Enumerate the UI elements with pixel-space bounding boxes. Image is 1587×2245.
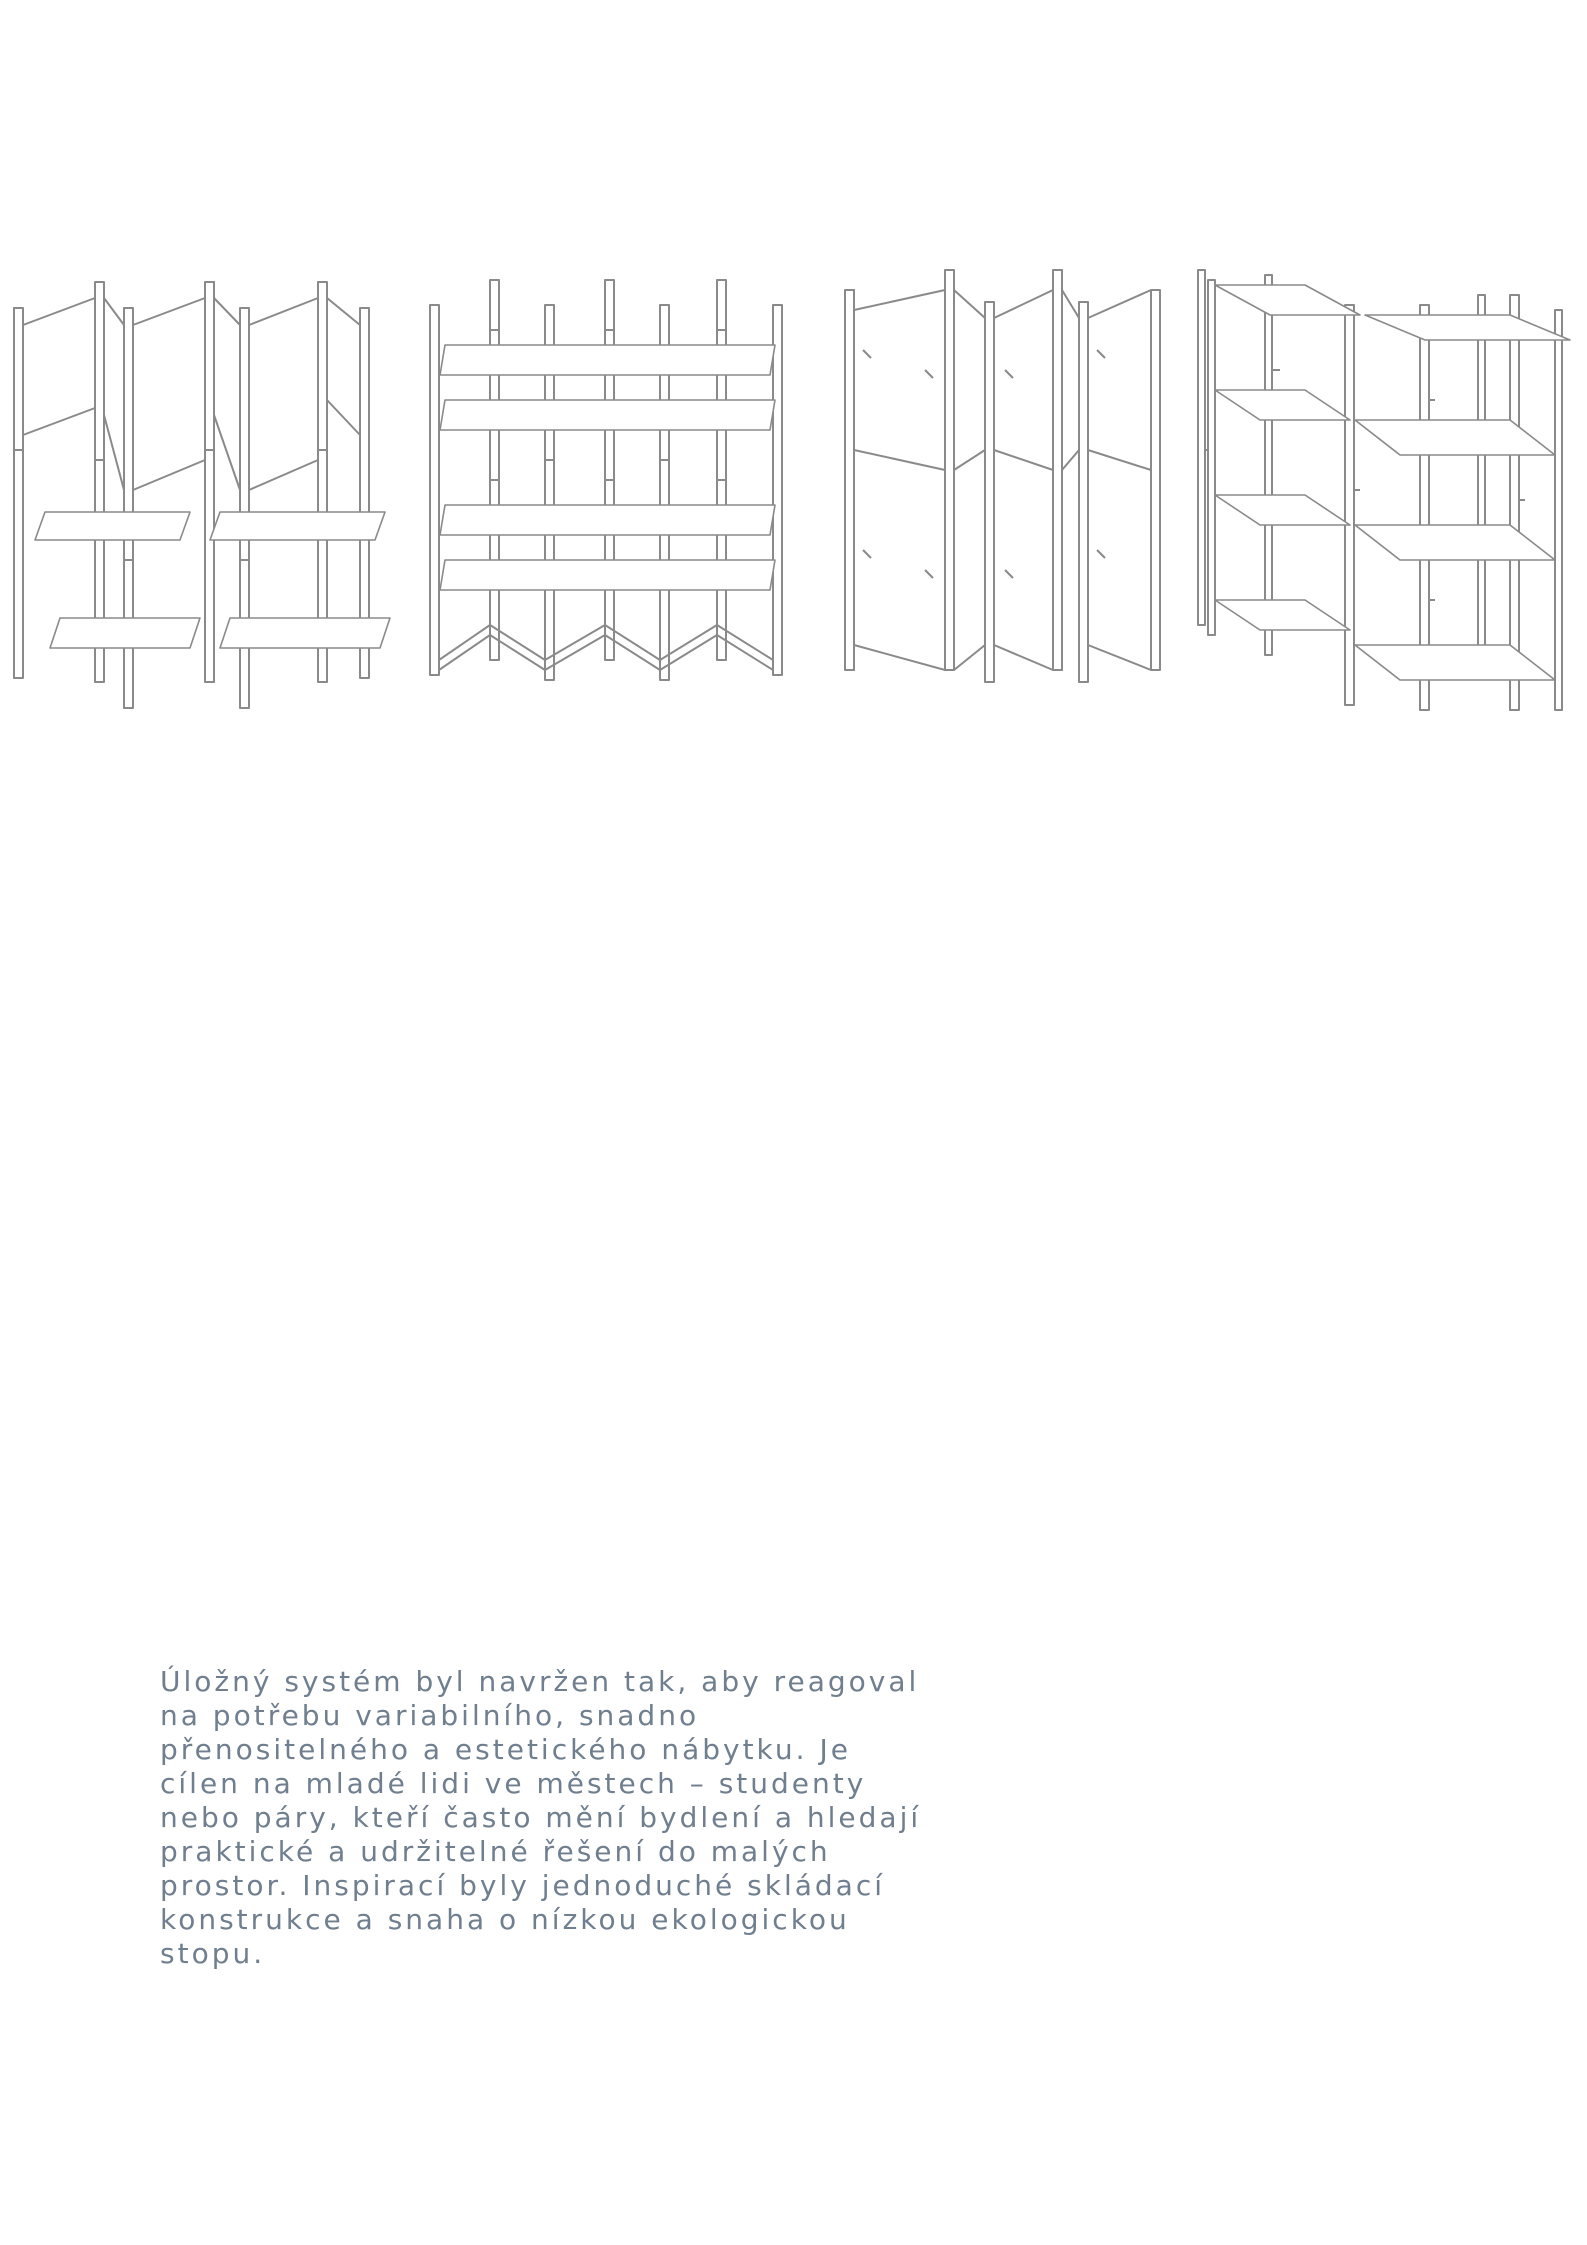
description-paragraph bbox=[160, 1665, 960, 1971]
description-line: přenositelného a estetického nábytku. Je bbox=[160, 1733, 851, 1766]
illustration-row bbox=[0, 250, 1587, 750]
description-line: praktické a udržitelné řešení do malých bbox=[160, 1835, 831, 1868]
description-line: konstrukce a snaha o nízkou ekologickou bbox=[160, 1903, 850, 1936]
description-line: na potřebu variabilního, snadno bbox=[160, 1699, 700, 1732]
description-line: nebo páry, kteří často mění bydlení a hledají bbox=[160, 1801, 922, 1834]
folding-shelf-full-drawing bbox=[425, 250, 805, 710]
description-line: stopu. bbox=[160, 1937, 266, 1970]
folding-screen-panels-drawing bbox=[835, 250, 1175, 710]
folding-shelf-with-panels-drawing bbox=[0, 250, 420, 710]
description-line: prostor. Inspirací byly jednoduché skládací bbox=[160, 1869, 886, 1902]
description-line: cílen na mladé lidi ve městech – studenty bbox=[160, 1767, 867, 1800]
stacked-open-shelf-drawing bbox=[1180, 250, 1580, 750]
description-line: Úložný systém byl navržen tak, aby reagoval bbox=[160, 1665, 920, 1698]
